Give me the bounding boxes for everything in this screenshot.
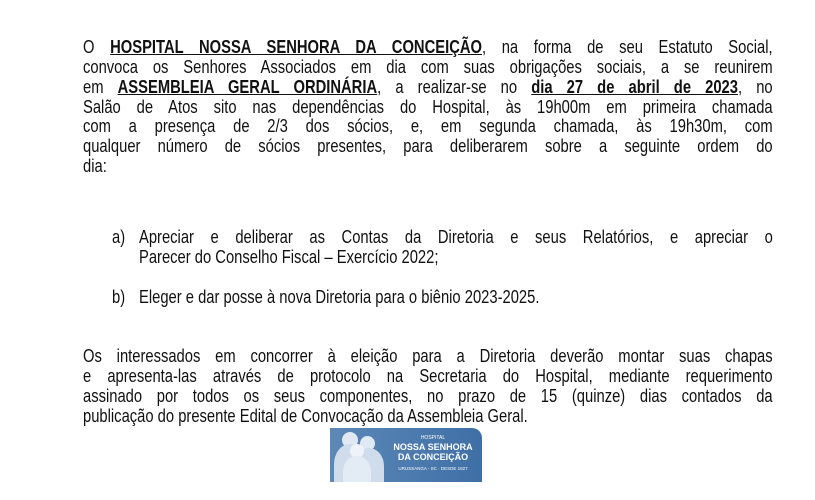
text: , na forma de seu Estatuto Social,: [481, 37, 773, 57]
agenda-marker-b: b): [112, 287, 126, 307]
assembly-date: dia 27 de abril de 2023: [531, 77, 738, 97]
paragraph2-line2: e apresenta-las através de protocolo na Secretaria do Hospital, mediante requerimento: [83, 366, 773, 386]
paragraph1-line4: Salão de Atos sito nas dependências do Hospital, às 19h00m em primeira chamada: [83, 97, 773, 117]
text: , a realizar-se no: [377, 77, 532, 97]
paragraph2-line1: Os interessados em concorrer à eleição para a Diretoria deverão montar suas chapas: [83, 346, 773, 366]
agenda-item-a-line1: Apreciar e deliberar as Contas da Diretoria e seus Relatórios, e apreciar o: [139, 227, 773, 247]
paragraph2-line4: publicação do presente Edital de Convocação da Assembleia Geral.: [83, 406, 528, 426]
logo-tagline: URUSSANGA - SC · DESDE 1927: [398, 466, 468, 471]
paragraph2-line3: assinado por todos os seus componentes, no prazo de 15 (quinze) dias contados da: [83, 386, 773, 406]
person-icon: [343, 456, 371, 482]
paragraph1-line7: dia:: [83, 156, 107, 176]
paragraph1-line1: [83, 37, 773, 57]
agenda-item-b-line1: Eleger e dar posse à nova Diretoria para o biênio 2023-2025.: [139, 287, 540, 307]
paragraph1-line3: [83, 77, 773, 97]
hospital-name: HOSPITAL NOSSA SENHORA DA CONCEIÇÃO: [110, 37, 482, 57]
paragraph1-line2: convoca os Senhores Associados em dia com suas obrigações sociais, a se reunirem: [83, 57, 773, 77]
agenda-marker-a: a): [112, 227, 126, 247]
logo-small-text: HOSPITAL: [420, 435, 446, 441]
text: em: [83, 77, 118, 97]
logo-line1: NOSSA SENHORA: [393, 442, 473, 452]
paragraph1-line5: com a presença de 2/3 dos sócios, e, em segunda chamada, às 19h30m, com: [83, 116, 773, 136]
assembly-type: ASSEMBLEIA GERAL ORDINÁRIA: [117, 77, 378, 97]
logo-line2: DA CONCEIÇÃO: [397, 452, 469, 462]
paragraph1-line6: qualquer número de sócios presentes, para deliberarem sobre a seguinte ordem do: [83, 136, 773, 156]
hospital-logo: [330, 428, 482, 482]
text: , no: [737, 77, 773, 97]
text: O: [83, 37, 111, 57]
agenda-item-a-line2: Parecer do Conselho Fiscal – Exercício 2022;: [139, 247, 439, 267]
